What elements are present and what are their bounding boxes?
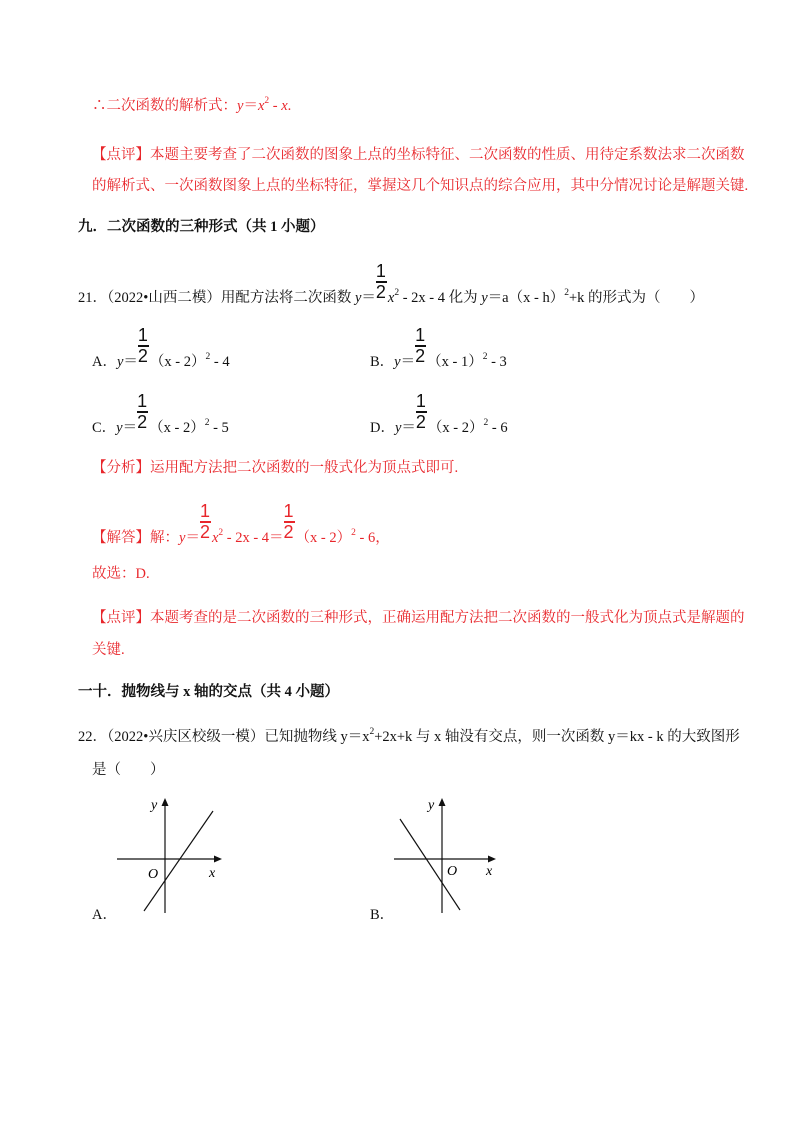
- graph-line: [144, 811, 213, 911]
- option-tail: - 5: [209, 420, 229, 436]
- q21-choice: 故选：D.: [92, 566, 150, 582]
- y-axis-arrow: [162, 798, 169, 806]
- solution-prefix: 解：: [150, 530, 179, 546]
- q21-solution: 【解答】解：y＝ $\frac{1}{2}$ $x^2 - 2x - 4=$ $\frac{1}{2}$ （x - 2）$^2$ - 6，: [92, 501, 390, 546]
- q22-text1: （2022•兴庆区校级一模）已知抛物线 y＝x: [107, 729, 370, 745]
- origin-label: O: [447, 864, 458, 879]
- q22-number: 22．: [78, 729, 107, 745]
- option-letter: A．: [92, 354, 117, 370]
- solution-tail: （x - 2）: [295, 530, 352, 546]
- q21-review-line1: [92, 608, 745, 628]
- q21-option-c[interactable]: C．y＝ $\frac{1}{2}$ （x - 2）$^2$ - 5: [92, 391, 229, 436]
- option-letter: C．: [92, 420, 117, 436]
- option-tail: - 3: [487, 354, 507, 370]
- review1-text1: 本题主要考查了二次函数的图象上点的坐标特征、二次函数的性质、用待定系数法求二次函数: [150, 147, 745, 163]
- y-axis-label: y: [428, 798, 435, 813]
- option-inner: （x - 2）: [149, 354, 206, 370]
- x-axis-arrow: [488, 856, 496, 863]
- q22-stem-line2: 是（ ）: [92, 762, 165, 778]
- analysis-text: 运用配方法把二次函数的一般式化为顶点式即可.: [150, 460, 459, 476]
- option-letter: D．: [370, 420, 395, 436]
- formula-period: .: [287, 98, 292, 114]
- solution-tag: 【解答】: [92, 530, 150, 546]
- q21-option-d[interactable]: D．y＝ $\frac{1}{2}$ （x - 2）$^2$ - 6: [370, 391, 508, 436]
- formula-tail: -: [269, 98, 282, 114]
- review1-tag: 【点评】: [92, 147, 150, 163]
- option-inner: （x - 1）: [427, 354, 483, 370]
- option-inner: （x - 2）: [149, 420, 205, 436]
- solution-end: - 6，: [355, 530, 390, 546]
- x-axis-label: x: [209, 866, 216, 881]
- q21-target-tail: +k 的形式为（ ）: [568, 290, 705, 306]
- section10-title: 一十．抛物线与 x 轴的交点（共 4 小题）: [78, 684, 339, 700]
- q21-option-a[interactable]: A．y＝ $\frac{1}{2}$ （x - 2）$^2$ - 4: [92, 325, 230, 370]
- review1-text2: 的解析式、一次函数图象上点的坐标特征，掌握这几个知识点的综合应用，其中分情况讨论是解题关键.: [92, 178, 749, 194]
- q21-review-line2: 关键.: [92, 642, 125, 658]
- formula-x: x: [257, 98, 265, 114]
- formula-y: y: [237, 98, 244, 114]
- q21-number: 21．: [78, 290, 107, 306]
- section9-title: 九．二次函数的三种形式（共 1 小题）: [78, 219, 325, 235]
- formula-eq: ＝: [243, 98, 258, 114]
- q21-target: ＝a（x - h）: [487, 290, 565, 306]
- formula-x2: x: [281, 98, 288, 114]
- y-axis-arrow: [439, 798, 446, 806]
- q21-option-b[interactable]: B．y＝ $\frac{1}{2}$ （x - 1）$^2$ - 3: [370, 325, 507, 370]
- review2-text1: 本题考查的是二次函数的三种形式，正确运用配方法把二次函数的一般式化为顶点式是解题的: [150, 610, 745, 626]
- q21-stem: 21．（2022•山西二模）用配方法将二次函数 y＝ $\frac{1}{2}$ $x^2 - 2x - 4$ 化为 y＝a（x - h）$^2$+k 的形式为（ ）: [78, 261, 705, 306]
- graph-a-letter[interactable]: A．: [92, 907, 117, 923]
- formula-exp: 2: [264, 96, 270, 107]
- graph-a[interactable]: [110, 795, 230, 915]
- q22-stem-line1: 22．（2022•兴庆区校级一模）已知抛物线 $y=x^2+2x+k$ 与 x 轴没有交点，则一次函数 y＝kx - k 的大致图形: [78, 727, 740, 745]
- q21-fraction: $\frac{1}{2}$: [375, 261, 386, 302]
- y-axis-label: y: [151, 798, 158, 813]
- graph-b[interactable]: [387, 795, 507, 915]
- review2-tag: 【点评】: [92, 610, 150, 626]
- conclusion-prefix: ∴二次函数的解析式：: [92, 98, 237, 114]
- q21-source: （2022•山西二模）用配方法将二次函数: [107, 290, 355, 306]
- x-axis-label: x: [486, 864, 493, 879]
- review1-line1: [92, 145, 745, 165]
- x-axis-arrow: [214, 856, 222, 863]
- option-tail: - 6: [488, 420, 508, 436]
- option-tail: - 4: [210, 354, 230, 370]
- review1-line2: [92, 176, 748, 196]
- graph-b-svg: [387, 795, 507, 915]
- origin-label: O: [148, 867, 159, 882]
- option-letter: B．: [370, 354, 395, 370]
- q21-analysis: [92, 458, 458, 478]
- solution-mid: - 2x - 4＝: [223, 530, 284, 546]
- q21-mid: - 2x - 4 化为: [399, 290, 482, 306]
- graph-b-letter[interactable]: B．: [370, 907, 395, 923]
- analysis-tag: 【分析】: [92, 460, 150, 476]
- q22-text1-mid: +2x+k 与 x 轴没有交点，则一次函数 y＝kx - k 的大致图形: [374, 729, 740, 745]
- option-inner: （x - 2）: [427, 420, 484, 436]
- conclusion-line: [92, 96, 291, 116]
- graph-a-svg: [110, 795, 230, 915]
